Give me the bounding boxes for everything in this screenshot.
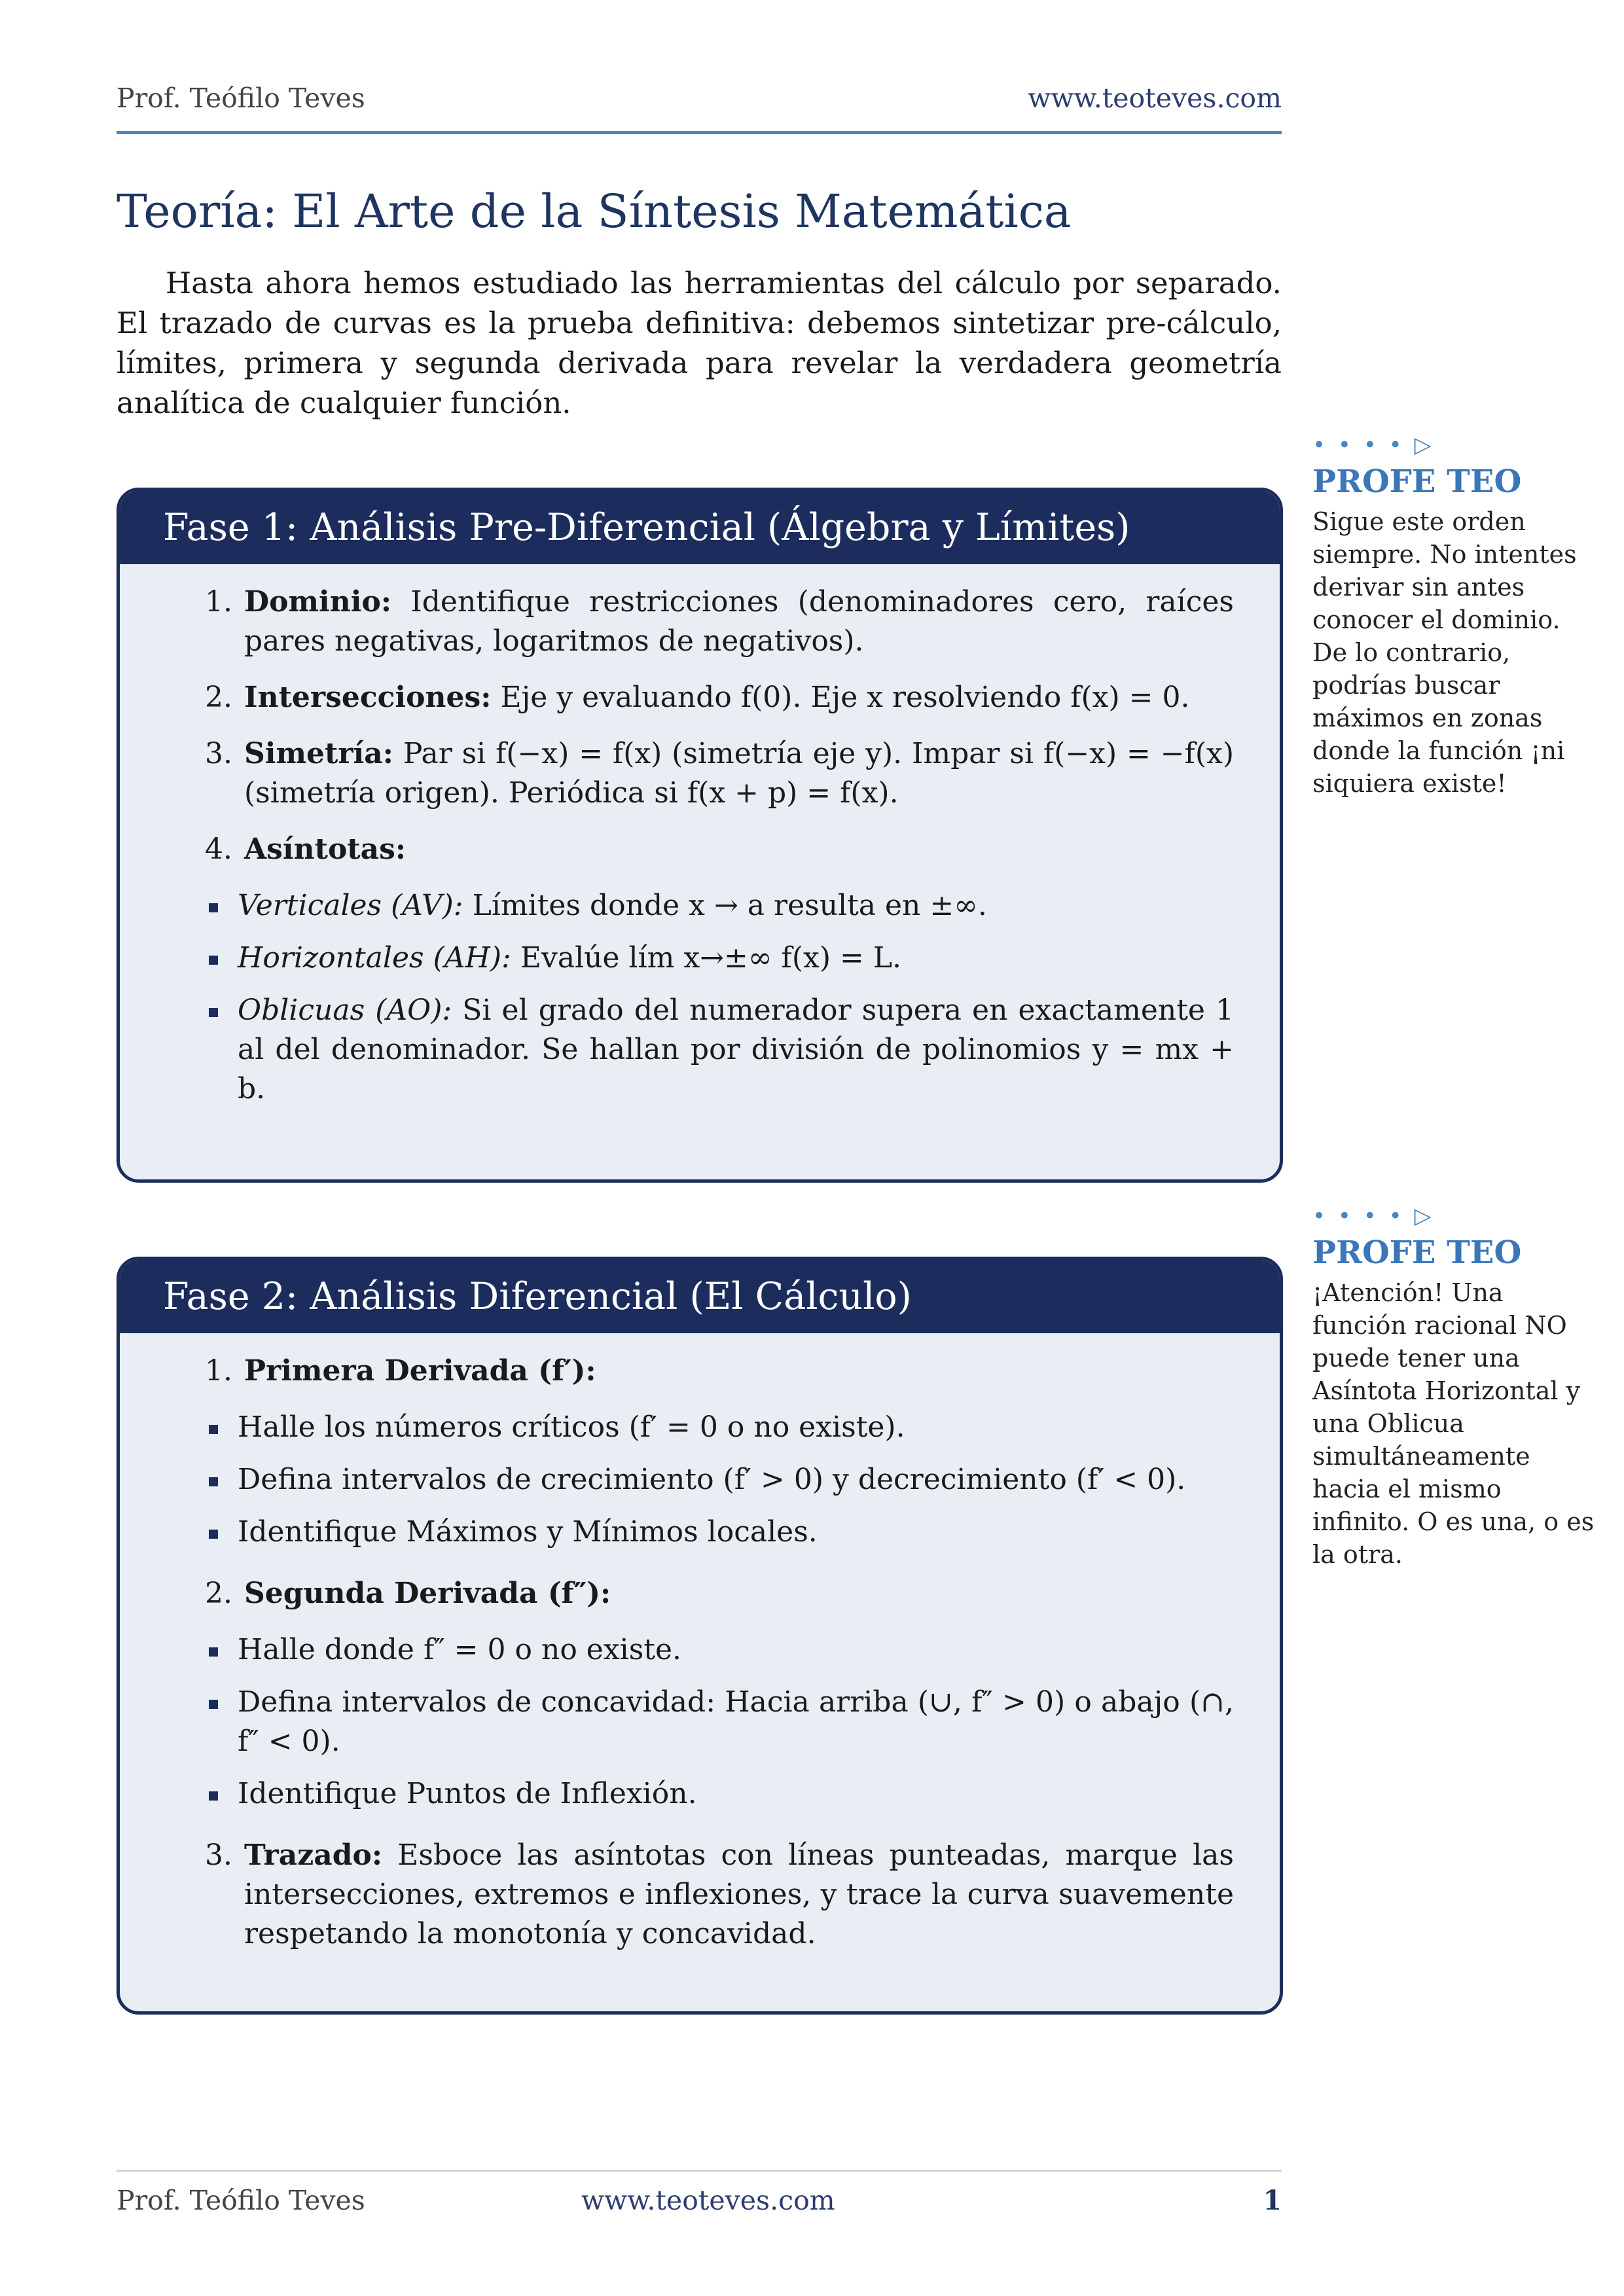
note-text: ¡Atención! Una función racional NO puede tener una Asíntota Horizontal y una Oblicua simultáneamente hacia el mismo infinito. O es una, o es la otra. (1312, 1278, 1595, 1569)
list-item-segunda-derivada (166, 1574, 1234, 1613)
list-item (166, 1513, 1234, 1552)
list-item-primera-derivada (166, 1352, 1234, 1391)
item-text: Halle donde f″ = 0 o no existe. (238, 1633, 682, 1666)
bullet-square-icon (209, 1008, 218, 1017)
phase-2-title: Fase 2: Análisis Diferencial (El Cálculo) (120, 1260, 1280, 1333)
page-title: Teoría: El Arte de la Síntesis Matemática (117, 185, 1072, 238)
item-text: Defina intervalos de concavidad: Hacia arriba (∪, f″ > 0) o abajo (∩, f″ < 0). (238, 1685, 1234, 1758)
page-footer (117, 2170, 1282, 2224)
item-text: Esboce las asíntotas con líneas punteadas, marque las intersecciones, extremos e inflexiones, y trace la curva suavemente respetando la monotonía y concavidad. (244, 1839, 1234, 1950)
list-item-simetria (166, 734, 1234, 813)
item-number: 3. (205, 737, 232, 770)
header-website-link[interactable]: www.teoteves.com (1028, 82, 1282, 114)
list-item (166, 1460, 1234, 1499)
item-text: Identifique Puntos de Inflexión. (238, 1777, 697, 1810)
bullet-square-icon (209, 956, 218, 965)
bullet-square-icon (209, 1530, 218, 1539)
item-number: 3. (205, 1839, 232, 1872)
list-item-verticales (166, 886, 1234, 925)
footer-author: Prof. Teófilo Teves (117, 2185, 365, 2216)
dotted-arrow-icon: • • • • ▷ (1312, 432, 1434, 458)
asymptote-list (166, 886, 1234, 1109)
phase-1-body (120, 564, 1280, 1126)
page-number: 1 (1263, 2185, 1282, 2216)
item-number: 4. (205, 833, 232, 866)
header-author: Prof. Teófilo Teves (117, 82, 365, 114)
phase-2-body (120, 1333, 1280, 1971)
bullet-square-icon (209, 1425, 218, 1434)
margin-note-2 (1312, 1203, 1600, 1571)
bullet-square-icon (209, 1791, 218, 1801)
item-number: 1. (205, 585, 232, 619)
phase-1-box (117, 488, 1283, 1183)
item-text: Halle los números críticos (f′ = 0 o no existe). (238, 1410, 905, 1444)
item-text: Evalúe lím x→±∞ f(x) = L. (511, 941, 902, 975)
list-item-dominio (166, 583, 1234, 661)
list-item (166, 1630, 1234, 1670)
item-number: 2. (205, 1577, 232, 1610)
list-item (166, 1774, 1234, 1814)
item-label: Primera Derivada (f′): (244, 1354, 596, 1388)
item-label: Oblicuas (AO): (238, 994, 452, 1027)
list-item-oblicuas (166, 991, 1234, 1109)
dotted-arrow-icon: • • • • ▷ (1312, 1203, 1434, 1229)
item-label: Horizontales (AH): (238, 941, 511, 975)
bullet-square-icon (209, 1700, 218, 1709)
bullet-square-icon (209, 1647, 218, 1657)
item-label: Asíntotas: (244, 833, 406, 866)
intro-paragraph: Hasta ahora hemos estudiado las herramientas del cálculo por separado. El trazado de curvas es la prueba definitiva: debemos sintetizar pre-cálculo, límites, primera y segunda derivada para revelar la verdadera geometría analítica de cualquier función. (117, 266, 1282, 420)
bullet-square-icon (209, 903, 218, 912)
phase-1-title: Fase 1: Análisis Pre-Diferencial (Álgebra y Límites) (120, 491, 1280, 564)
item-text: Eje y evaluando f(0). Eje x resolviendo f(x) = 0. (491, 681, 1190, 714)
list-item-intersecciones (166, 678, 1234, 717)
bullet-square-icon (209, 1477, 218, 1486)
item-text: Identifique Máximos y Mínimos locales. (238, 1515, 818, 1549)
item-text: Límites donde x → a resulta en ±∞. (463, 889, 987, 922)
margin-note-1 (1312, 432, 1600, 800)
item-number: 2. (205, 681, 232, 714)
item-label: Intersecciones: (244, 681, 492, 714)
note-text: Sigue este orden siempre. No intentes derivar sin antes conocer el dominio. De lo contrario, podrías buscar máximos en zonas donde la función ¡ni siquiera existe! (1312, 507, 1577, 798)
phase-2-box (117, 1257, 1283, 2015)
item-label: Verticales (AV): (238, 889, 463, 922)
list-item (166, 1408, 1234, 1447)
item-label: Segunda Derivada (f″): (244, 1577, 611, 1610)
second-derivative-list (166, 1630, 1234, 1814)
item-text: Par si f(−x) = f(x) (simetría eje y). Impar si f(−x) = −f(x) (simetría origen). Periódica si f(x + p) = f(x). (244, 737, 1234, 810)
note-title: PROFE TEO (1312, 463, 1522, 500)
item-number: 1. (205, 1354, 232, 1388)
first-derivative-list (166, 1408, 1234, 1552)
note-title: PROFE TEO (1312, 1234, 1522, 1271)
item-label: Dominio: (244, 585, 392, 619)
item-text: Si el grado del numerador supera en exactamente 1 al del denominador. Se hallan por división de polinomios y = mx + b. (238, 994, 1234, 1105)
item-text: Defina intervalos de crecimiento (f′ > 0) y decrecimiento (f′ < 0). (238, 1463, 1186, 1496)
list-item-trazado (166, 1836, 1234, 1954)
list-item (166, 1683, 1234, 1761)
item-label: Simetría: (244, 737, 394, 770)
item-text: Identifique restricciones (denominadores cero, raíces pares negativas, logaritmos de negativos). (244, 585, 1234, 658)
page-header (117, 82, 1282, 134)
list-item-asintotas (166, 830, 1234, 869)
item-label: Trazado: (244, 1839, 383, 1872)
list-item-horizontales (166, 939, 1234, 978)
footer-website-link[interactable]: www.teoteves.com (581, 2185, 835, 2216)
